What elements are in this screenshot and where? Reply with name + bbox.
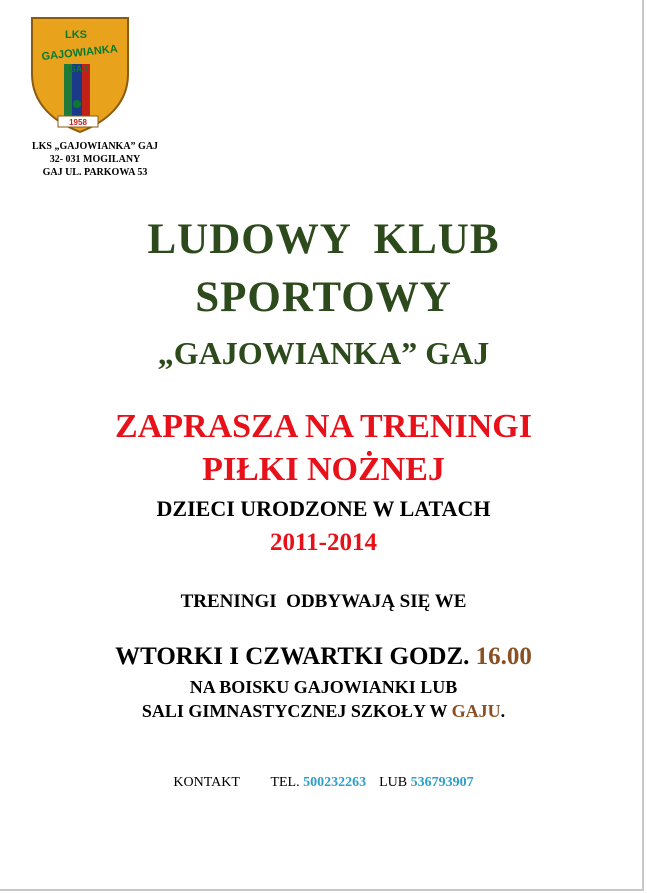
training-place-line-1: NA BOISKU GAJOWIANKI LUB <box>189 677 458 697</box>
address-line-2: 32- 031 MOGILANY <box>49 154 141 165</box>
emblem-icon <box>73 100 81 108</box>
heading-line-3: „GAJOWIANKA” GAJ <box>157 335 490 371</box>
place-town: GAJU <box>451 701 501 721</box>
training-time: 16.00 <box>475 643 532 670</box>
training-days <box>0 639 647 675</box>
place-suffix: . <box>500 701 506 721</box>
heading-line-2: SPORTOWY <box>195 274 452 321</box>
address-line-3: GAJ UL. PARKOWA 53 <box>42 167 148 178</box>
heading-line-1: LUDOWY KLUB <box>147 216 500 263</box>
address-line-1: LKS „GAJOWIANKA” GAJ <box>31 141 159 152</box>
invite-line-1: ZAPRASZA NA TRENINGI <box>115 408 532 445</box>
phone-2[interactable]: 536793907 <box>410 775 474 790</box>
tel-label: TEL. <box>270 775 300 790</box>
club-logo <box>28 16 132 134</box>
invite-line-2: PIŁKI NOŻNEJ <box>202 451 445 488</box>
contact-line <box>0 772 647 794</box>
kids-line: DZIECI URODZONE W LATACH <box>156 496 491 521</box>
phone-1[interactable]: 500232263 <box>303 775 367 790</box>
place-line-2-text: SALI GIMNASTYCZNEJ SZKOŁY W <box>141 701 448 721</box>
logo-top-text: LKS <box>65 29 87 41</box>
logo-year: 1958 <box>69 118 87 127</box>
logo-bottom-text: GAJ <box>68 64 88 74</box>
training-intro: TRENINGI ODBYWAJĄ SIĘ WE <box>180 591 467 612</box>
club-address <box>0 140 190 179</box>
contact-label: KONTAKT <box>173 775 240 790</box>
training-place-line-2 <box>0 698 647 724</box>
training-days-text: WTORKI I CZWARTKI GODZ. <box>115 643 470 670</box>
kids-years: 2011-2014 <box>270 529 377 556</box>
logo-name-text: GAJOWIANKA <box>41 43 119 63</box>
or-label: LUB <box>379 775 408 790</box>
